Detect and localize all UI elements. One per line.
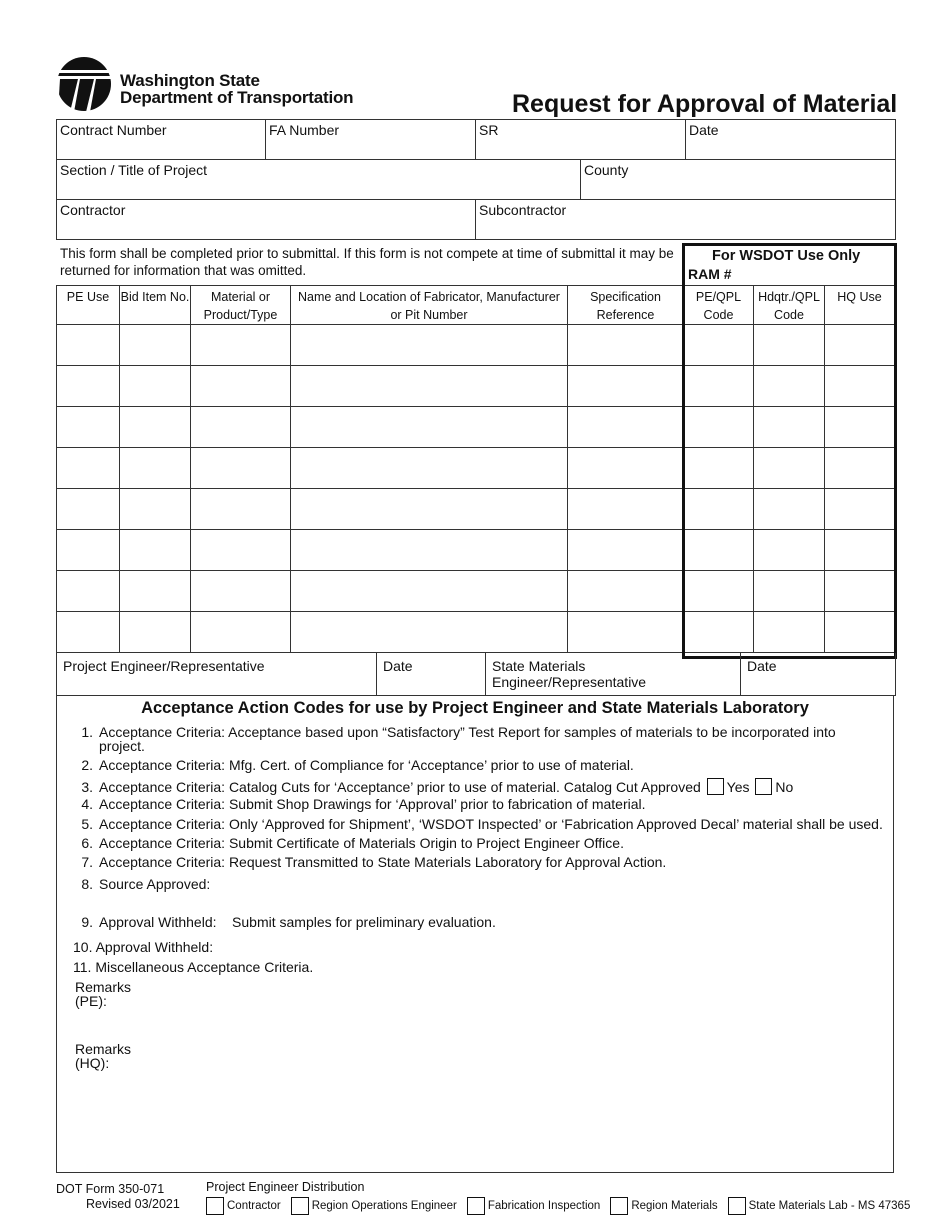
remarks-pe-line1: Remarks <box>75 979 132 995</box>
code-text: Acceptance Criteria: Acceptance based upon “Satisfactory” Test Report for samples of materials to be incorporated into <box>99 724 836 740</box>
dist-contractor[interactable] <box>206 1197 281 1215</box>
code-item-9 <box>69 915 496 929</box>
code-item-6 <box>69 836 624 850</box>
table-cell[interactable] <box>57 407 120 448</box>
pe-date-field[interactable] <box>377 653 486 695</box>
table-cell[interactable] <box>291 448 568 489</box>
table-cell[interactable] <box>568 571 684 612</box>
dist-fabrication[interactable] <box>467 1197 601 1215</box>
table-cell[interactable] <box>754 530 825 571</box>
material-table-header <box>57 286 895 325</box>
project-engineer-signature[interactable] <box>57 653 377 695</box>
dist-fabrication-label: Fabrication Inspection <box>487 1200 601 1212</box>
table-row <box>57 325 895 366</box>
dist-region-materials-label: Region Materials <box>631 1200 718 1212</box>
catalog-yes-label: Yes <box>726 779 750 795</box>
table-cell[interactable] <box>825 325 895 366</box>
catalog-no-label: No <box>775 779 794 795</box>
remarks-pe-line2: (PE): <box>75 993 107 1009</box>
completion-notice: This form shall be completed prior to submittal. If this form is not compete at time of submittal it may be returned for information that was omitted. <box>60 246 674 278</box>
table-row <box>57 366 895 407</box>
catalog-yes-checkbox[interactable] <box>707 778 724 795</box>
table-cell[interactable] <box>191 407 291 448</box>
code-item-1-cont: project. <box>99 738 145 754</box>
remarks-pe-label <box>75 980 131 1008</box>
table-cell[interactable] <box>754 407 825 448</box>
table-cell[interactable] <box>825 407 895 448</box>
dist-region-materials-checkbox[interactable] <box>610 1197 628 1215</box>
table-cell[interactable] <box>684 530 754 571</box>
code-item-7 <box>69 855 666 869</box>
table-cell[interactable] <box>754 612 825 653</box>
org-name <box>120 72 353 106</box>
dist-state-lab-label: State Materials Lab - MS 47365 <box>748 1200 911 1212</box>
col-hq-use: HQ Use <box>825 286 895 325</box>
dist-region-ops[interactable] <box>291 1197 457 1215</box>
signature-row <box>56 653 896 696</box>
code-item-4 <box>69 797 646 811</box>
code-num: 1. <box>81 724 93 740</box>
state-materials-label: State Materials Engineer/Representative <box>492 658 647 690</box>
subcontractor-label: Subcontractor <box>479 202 567 218</box>
table-cell[interactable] <box>754 448 825 489</box>
code-num: 5. <box>81 816 93 832</box>
code-item-8 <box>69 877 210 891</box>
county-field[interactable] <box>581 160 895 199</box>
table-cell[interactable] <box>568 407 684 448</box>
table-cell[interactable] <box>568 489 684 530</box>
table-row <box>57 530 895 571</box>
code-num: 9. <box>81 914 93 930</box>
sm-date-field[interactable] <box>741 653 895 695</box>
table-cell[interactable] <box>57 325 120 366</box>
table-cell[interactable] <box>825 366 895 407</box>
state-materials-signature[interactable] <box>486 653 741 695</box>
col-pe-qpl: PE/QPL Code <box>684 286 754 325</box>
table-cell[interactable] <box>684 366 754 407</box>
code-text: Acceptance Criteria: Submit Certificate of Materials Origin to Project Engineer Office. <box>99 835 624 851</box>
table-cell[interactable] <box>825 448 895 489</box>
col-material: Material or Product/Type <box>191 286 291 325</box>
contractor-field[interactable] <box>57 200 476 239</box>
subcontractor-field[interactable] <box>476 200 895 239</box>
code-text: Acceptance Criteria: Request Transmitted to State Materials Laboratory for Approval Action. <box>99 854 667 870</box>
revised-date: Revised 03/2021 <box>86 1197 180 1211</box>
table-cell[interactable] <box>191 489 291 530</box>
project-title-field[interactable] <box>57 160 581 199</box>
sr-field[interactable] <box>476 120 686 159</box>
form-title: Request for Approval of Material <box>512 90 898 118</box>
contract-number-label: Contract Number <box>60 122 167 138</box>
table-cell[interactable] <box>754 366 825 407</box>
table-cell[interactable] <box>291 530 568 571</box>
table-cell[interactable] <box>191 530 291 571</box>
wsdot-logo-icon <box>56 56 112 112</box>
dist-region-materials[interactable] <box>610 1197 717 1215</box>
table-cell[interactable] <box>291 571 568 612</box>
code-num: 11. <box>73 959 92 975</box>
table-cell[interactable] <box>568 530 684 571</box>
code-item-2 <box>69 758 634 772</box>
table-cell[interactable] <box>57 612 120 653</box>
dist-fabrication-checkbox[interactable] <box>467 1197 485 1215</box>
code-text: Approval Withheld: Submit samples for preliminary evaluation. <box>99 914 496 930</box>
form-number: DOT Form 350-071 <box>56 1182 165 1196</box>
code-text: Approval Withheld: <box>95 939 214 955</box>
col-hdqtr-qpl: Hdqtr./QPL Code <box>754 286 825 325</box>
code-text: Acceptance Criteria: Mfg. Cert. of Compliance for ‘Acceptance’ prior to use of material. <box>99 757 634 773</box>
table-cell[interactable] <box>684 612 754 653</box>
pe-date-label: Date <box>383 658 413 674</box>
county-label: County <box>584 162 629 178</box>
table-cell[interactable] <box>191 366 291 407</box>
table-cell[interactable] <box>120 530 191 571</box>
col-fabricator: Name and Location of Fabricator, Manufacturer or Pit Number <box>291 286 568 325</box>
code-text: Acceptance Criteria: Catalog Cuts for ‘Acceptance’ prior to use of material. Catalog Cut Approved <box>99 779 701 795</box>
wsdot-logo <box>56 56 396 112</box>
dist-contractor-checkbox[interactable] <box>206 1197 224 1215</box>
ram-number-label: RAM # <box>688 266 732 282</box>
code-num: 2. <box>81 757 93 773</box>
wsdot-use-only-title: For WSDOT Use Only <box>712 248 861 264</box>
table-cell[interactable] <box>684 571 754 612</box>
sr-label: SR <box>479 122 499 138</box>
code-item-11 <box>73 960 313 974</box>
dist-region-ops-checkbox[interactable] <box>291 1197 309 1215</box>
sm-date-label: Date <box>747 658 777 674</box>
dist-contractor-label: Contractor <box>227 1200 281 1212</box>
table-cell[interactable] <box>684 489 754 530</box>
table-cell[interactable] <box>291 612 568 653</box>
table-cell[interactable] <box>191 571 291 612</box>
table-cell[interactable] <box>120 325 191 366</box>
table-cell[interactable] <box>568 325 684 366</box>
dist-region-ops-label: Region Operations Engineer <box>311 1200 457 1212</box>
table-cell[interactable] <box>57 366 120 407</box>
col-bid-item: Bid Item No. <box>120 286 191 325</box>
table-cell[interactable] <box>191 612 291 653</box>
distribution-list <box>206 1197 910 1215</box>
distribution-title: Project Engineer Distribution <box>206 1180 365 1194</box>
table-cell[interactable] <box>291 325 568 366</box>
table-cell[interactable] <box>120 407 191 448</box>
table-cell[interactable] <box>684 325 754 366</box>
org-line-2: Department of Transportation <box>120 88 354 107</box>
table-cell[interactable] <box>754 571 825 612</box>
code-num: 8. <box>81 876 93 892</box>
material-table <box>56 285 895 653</box>
col-spec-ref: Specification Reference <box>568 286 684 325</box>
table-cell[interactable] <box>754 489 825 530</box>
table-row <box>57 571 895 612</box>
table-cell[interactable] <box>825 612 895 653</box>
code-text: Acceptance Criteria: Only ‘Approved for Shipment’, ‘WSDOT Inspected’ or ‘Fabrication Approved Decal’ material shall be used. <box>99 816 883 832</box>
table-cell[interactable] <box>57 489 120 530</box>
table-row <box>57 612 895 653</box>
table-cell[interactable] <box>57 571 120 612</box>
col-pe-use: PE Use <box>57 286 120 325</box>
code-num: 6. <box>81 835 93 851</box>
project-info-grid <box>56 119 896 240</box>
contractor-label: Contractor <box>60 202 126 218</box>
table-cell[interactable] <box>825 489 895 530</box>
dist-state-lab-checkbox[interactable] <box>728 1197 746 1215</box>
code-item-1 <box>69 725 836 739</box>
table-cell[interactable] <box>120 366 191 407</box>
remarks-hq-label <box>75 1042 131 1070</box>
code-text: Acceptance Criteria: Submit Shop Drawings for ‘Approval’ prior to fabrication of material. <box>99 796 646 812</box>
date-field[interactable] <box>686 120 895 159</box>
code-num: 3. <box>81 779 93 795</box>
table-cell[interactable] <box>191 448 291 489</box>
table-cell[interactable] <box>568 366 684 407</box>
table-cell[interactable] <box>191 325 291 366</box>
table-cell[interactable] <box>120 448 191 489</box>
code-num: 7. <box>81 854 93 870</box>
table-cell[interactable] <box>684 448 754 489</box>
remarks-hq-line1: Remarks <box>75 1041 132 1057</box>
dist-state-lab[interactable] <box>728 1197 911 1215</box>
table-cell[interactable] <box>825 571 895 612</box>
code-item-10 <box>73 940 213 954</box>
fa-number-label: FA Number <box>269 122 340 138</box>
catalog-no-checkbox[interactable] <box>755 778 772 795</box>
table-cell[interactable] <box>568 612 684 653</box>
acceptance-codes-title: Acceptance Action Codes for use by Project Engineer and State Materials Laboratory <box>141 699 809 717</box>
fa-number-field[interactable] <box>266 120 476 159</box>
acceptance-codes-section <box>56 695 894 1173</box>
org-line-1: Washington State <box>120 71 260 90</box>
table-row <box>57 407 895 448</box>
code-text: Miscellaneous Acceptance Criteria. <box>95 959 314 975</box>
table-row <box>57 489 895 530</box>
form-identifier <box>56 1182 180 1212</box>
table-cell[interactable] <box>825 530 895 571</box>
contract-number-field[interactable] <box>57 120 266 159</box>
table-cell[interactable] <box>568 448 684 489</box>
table-cell[interactable] <box>684 407 754 448</box>
table-cell[interactable] <box>120 612 191 653</box>
code-num: 4. <box>81 796 93 812</box>
table-row <box>57 448 895 489</box>
remarks-hq-line2: (HQ): <box>75 1055 110 1071</box>
project-title-label: Section / Title of Project <box>60 162 208 178</box>
table-cell[interactable] <box>57 448 120 489</box>
table-cell[interactable] <box>120 489 191 530</box>
table-cell[interactable] <box>57 530 120 571</box>
code-item-3 <box>69 778 793 795</box>
date-label: Date <box>689 122 719 138</box>
code-item-5 <box>69 817 883 831</box>
code-num: 10. <box>73 939 93 955</box>
table-cell[interactable] <box>291 366 568 407</box>
table-cell[interactable] <box>291 489 568 530</box>
code-text: Source Approved: <box>99 876 211 892</box>
table-cell[interactable] <box>754 325 825 366</box>
project-engineer-label: Project Engineer/Representative <box>63 658 265 674</box>
table-cell[interactable] <box>120 571 191 612</box>
table-cell[interactable] <box>291 407 568 448</box>
